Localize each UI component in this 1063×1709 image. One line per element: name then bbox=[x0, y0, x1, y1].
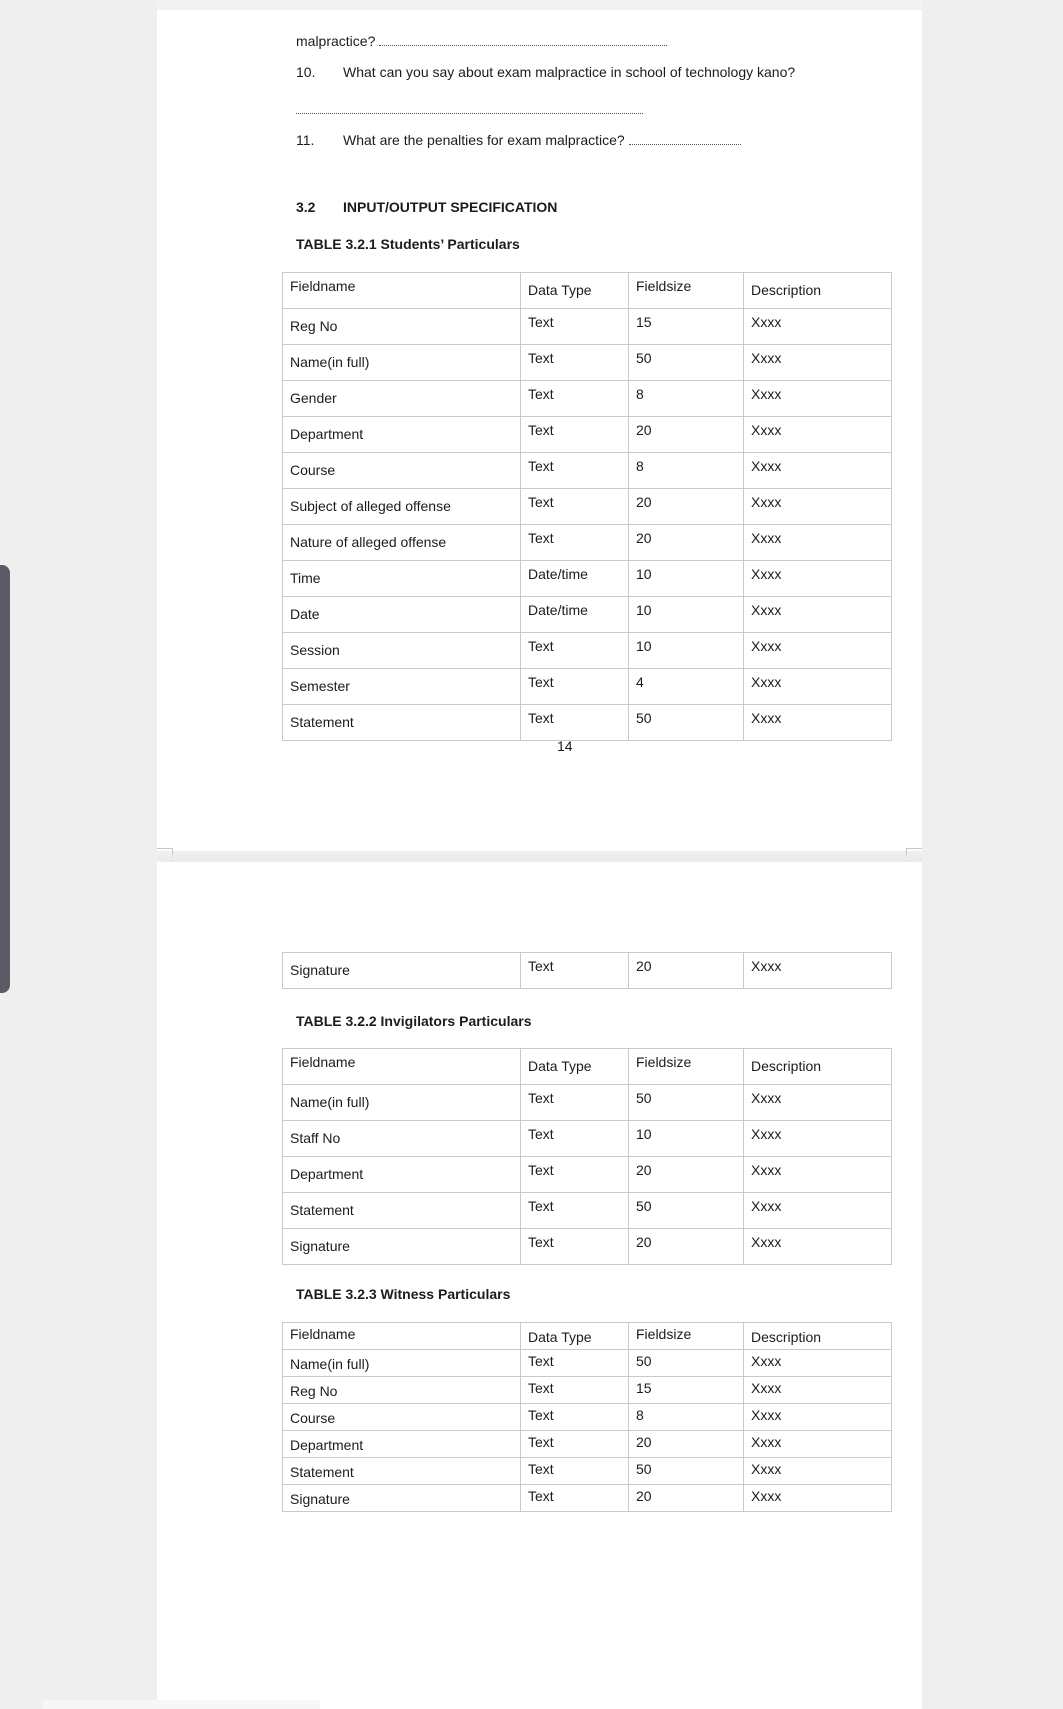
table-row bbox=[283, 1431, 892, 1458]
table-3-2-1-caption: TABLE 3.2.1 Students’ Particulars bbox=[296, 236, 520, 252]
data-type-cell: Text bbox=[521, 1458, 629, 1485]
fieldsize-cell: 50 bbox=[629, 1350, 744, 1377]
description-cell: Xxxx bbox=[744, 1157, 892, 1193]
table-row bbox=[283, 1377, 892, 1404]
fieldname-cell: Department bbox=[283, 1157, 521, 1193]
description-cell: Xxxx bbox=[744, 633, 892, 669]
table-3-2-2-caption: TABLE 3.2.2 Invigilators Particulars bbox=[296, 1013, 532, 1029]
description-cell: Xxxx bbox=[744, 1404, 892, 1431]
description-cell: Xxxx bbox=[744, 1229, 892, 1265]
table-row bbox=[283, 953, 892, 989]
column-header: Fieldname bbox=[283, 1323, 521, 1350]
fieldname-cell: Nature of alleged offense bbox=[283, 525, 521, 561]
witness-particulars-table bbox=[282, 1322, 892, 1512]
fieldsize-cell: 10 bbox=[629, 561, 744, 597]
fieldsize-cell: 20 bbox=[629, 1157, 744, 1193]
data-type-cell: Text bbox=[521, 1431, 629, 1458]
data-type-cell: Text bbox=[521, 345, 629, 381]
page-top-edge bbox=[157, 0, 922, 10]
table-row bbox=[283, 1121, 892, 1157]
data-type-cell: Text bbox=[521, 953, 629, 989]
table-row bbox=[283, 633, 892, 669]
data-type-cell: Text bbox=[521, 381, 629, 417]
data-type-cell: Text bbox=[521, 633, 629, 669]
table-row bbox=[283, 669, 892, 705]
fieldsize-cell: 20 bbox=[629, 953, 744, 989]
data-type-cell: Text bbox=[521, 489, 629, 525]
answer-blank bbox=[379, 36, 667, 46]
side-scroll-handle[interactable] bbox=[0, 565, 10, 993]
fieldsize-cell: 50 bbox=[629, 1458, 744, 1485]
table-row bbox=[283, 597, 892, 633]
fieldsize-cell: 20 bbox=[629, 1431, 744, 1458]
section-title: INPUT/OUTPUT SPECIFICATION bbox=[343, 199, 558, 215]
description-cell: Xxxx bbox=[744, 597, 892, 633]
fieldname-cell: Name(in full) bbox=[283, 1085, 521, 1121]
table-header-row bbox=[283, 1049, 892, 1085]
invigilators-particulars-table bbox=[282, 1048, 892, 1265]
fieldname-cell: Semester bbox=[283, 669, 521, 705]
description-cell: Xxxx bbox=[744, 489, 892, 525]
question-10-text: What can you say about exam malpractice in school of technology kano? bbox=[343, 64, 796, 80]
students-particulars-table-continued bbox=[282, 952, 892, 989]
data-type-cell: Text bbox=[521, 669, 629, 705]
description-cell: Xxxx bbox=[744, 453, 892, 489]
fieldsize-cell: 50 bbox=[629, 1193, 744, 1229]
table-row bbox=[283, 705, 892, 741]
fieldname-cell: Course bbox=[283, 453, 521, 489]
description-cell: Xxxx bbox=[744, 1431, 892, 1458]
description-cell: Xxxx bbox=[744, 1193, 892, 1229]
description-cell: Xxxx bbox=[744, 561, 892, 597]
column-header: Description bbox=[744, 1049, 892, 1085]
fieldsize-cell: 15 bbox=[629, 309, 744, 345]
question-10-answer-line bbox=[296, 100, 643, 118]
fieldname-cell: Signature bbox=[283, 953, 521, 989]
description-cell: Xxxx bbox=[744, 1350, 892, 1377]
data-type-cell: Text bbox=[521, 525, 629, 561]
description-cell: Xxxx bbox=[744, 1377, 892, 1404]
column-header: Description bbox=[744, 1323, 892, 1350]
fieldname-cell: Department bbox=[283, 1431, 521, 1458]
data-type-cell: Text bbox=[521, 1085, 629, 1121]
fieldsize-cell: 10 bbox=[629, 1121, 744, 1157]
data-type-cell: Text bbox=[521, 1193, 629, 1229]
document-page-14 bbox=[157, 0, 922, 851]
table-row bbox=[283, 1350, 892, 1377]
table-row bbox=[283, 525, 892, 561]
fieldname-cell: Subject of alleged offense bbox=[283, 489, 521, 525]
fieldname-cell: Course bbox=[283, 1404, 521, 1431]
data-type-cell: Text bbox=[521, 1377, 629, 1404]
fieldname-cell: Staff No bbox=[283, 1121, 521, 1157]
fieldsize-cell: 50 bbox=[629, 345, 744, 381]
bottom-toolbar-edge bbox=[42, 1700, 320, 1709]
column-header: Data Type bbox=[521, 273, 629, 309]
fieldsize-cell: 4 bbox=[629, 669, 744, 705]
table-row bbox=[283, 1085, 892, 1121]
document-page-15 bbox=[157, 862, 922, 1709]
table-row bbox=[283, 489, 892, 525]
data-type-cell: Text bbox=[521, 417, 629, 453]
question-9-continuation bbox=[296, 32, 667, 50]
question-11-row bbox=[343, 131, 741, 149]
fieldname-cell: Date bbox=[283, 597, 521, 633]
data-type-cell: Text bbox=[521, 1121, 629, 1157]
table-row bbox=[283, 1458, 892, 1485]
column-header: Fieldname bbox=[283, 273, 521, 309]
description-cell: Xxxx bbox=[744, 669, 892, 705]
table-row bbox=[283, 345, 892, 381]
table-3-2-3-caption: TABLE 3.2.3 Witness Particulars bbox=[296, 1286, 511, 1302]
students-particulars-table bbox=[282, 272, 892, 741]
column-header: Description bbox=[744, 273, 892, 309]
table-row bbox=[283, 309, 892, 345]
column-header: Data Type bbox=[521, 1323, 629, 1350]
fieldname-cell: Reg No bbox=[283, 1377, 521, 1404]
table-row bbox=[283, 1193, 892, 1229]
fieldsize-cell: 50 bbox=[629, 1085, 744, 1121]
fieldsize-cell: 15 bbox=[629, 1377, 744, 1404]
question-11-text: What are the penalties for exam malpractice? bbox=[343, 132, 625, 148]
fieldsize-cell: 20 bbox=[629, 417, 744, 453]
table-row bbox=[283, 381, 892, 417]
fieldname-cell: Name(in full) bbox=[283, 345, 521, 381]
description-cell: Xxxx bbox=[744, 953, 892, 989]
question-11-number: 11. bbox=[296, 132, 315, 148]
table-header-row bbox=[283, 273, 892, 309]
column-header: Fieldsize bbox=[629, 273, 744, 309]
data-type-cell: Text bbox=[521, 1404, 629, 1431]
data-type-cell: Text bbox=[521, 705, 629, 741]
description-cell: Xxxx bbox=[744, 525, 892, 561]
fieldsize-cell: 8 bbox=[629, 453, 744, 489]
table-row bbox=[283, 1404, 892, 1431]
description-cell: Xxxx bbox=[744, 1121, 892, 1157]
fieldname-cell: Name(in full) bbox=[283, 1350, 521, 1377]
fieldsize-cell: 20 bbox=[629, 1229, 744, 1265]
answer-blank bbox=[629, 135, 741, 145]
fieldsize-cell: 8 bbox=[629, 381, 744, 417]
column-header: Fieldsize bbox=[629, 1049, 744, 1085]
fieldsize-cell: 10 bbox=[629, 633, 744, 669]
column-header: Fieldname bbox=[283, 1049, 521, 1085]
fieldname-cell: Signature bbox=[283, 1485, 521, 1512]
description-cell: Xxxx bbox=[744, 1485, 892, 1512]
column-header: Fieldsize bbox=[629, 1323, 744, 1350]
fieldname-cell: Reg No bbox=[283, 309, 521, 345]
data-type-cell: Text bbox=[521, 453, 629, 489]
table-header-row bbox=[283, 1323, 892, 1350]
data-type-cell: Text bbox=[521, 1350, 629, 1377]
fieldname-cell: Time bbox=[283, 561, 521, 597]
fieldname-cell: Signature bbox=[283, 1229, 521, 1265]
table-row bbox=[283, 417, 892, 453]
section-number: 3.2 bbox=[296, 199, 316, 215]
fieldname-cell: Statement bbox=[283, 1193, 521, 1229]
data-type-cell: Date/time bbox=[521, 561, 629, 597]
data-type-cell: Text bbox=[521, 309, 629, 345]
question-10-number: 10. bbox=[296, 64, 316, 80]
description-cell: Xxxx bbox=[744, 309, 892, 345]
data-type-cell: Text bbox=[521, 1229, 629, 1265]
fieldname-cell: Statement bbox=[283, 1458, 521, 1485]
question-9-tail: malpractice? bbox=[296, 33, 376, 49]
fieldsize-cell: 20 bbox=[629, 1485, 744, 1512]
fieldsize-cell: 20 bbox=[629, 525, 744, 561]
fieldsize-cell: 50 bbox=[629, 705, 744, 741]
table-row bbox=[283, 1229, 892, 1265]
description-cell: Xxxx bbox=[744, 381, 892, 417]
page-number: 14 bbox=[557, 738, 573, 754]
table-row bbox=[283, 1157, 892, 1193]
description-cell: Xxxx bbox=[744, 705, 892, 741]
page-break bbox=[157, 855, 922, 861]
fieldsize-cell: 8 bbox=[629, 1404, 744, 1431]
table-row bbox=[283, 561, 892, 597]
description-cell: Xxxx bbox=[744, 1458, 892, 1485]
fieldname-cell: Department bbox=[283, 417, 521, 453]
fieldname-cell: Session bbox=[283, 633, 521, 669]
description-cell: Xxxx bbox=[744, 345, 892, 381]
fieldname-cell: Statement bbox=[283, 705, 521, 741]
table-row bbox=[283, 453, 892, 489]
fieldsize-cell: 10 bbox=[629, 597, 744, 633]
description-cell: Xxxx bbox=[744, 417, 892, 453]
data-type-cell: Text bbox=[521, 1157, 629, 1193]
data-type-cell: Text bbox=[521, 1485, 629, 1512]
column-header: Data Type bbox=[521, 1049, 629, 1085]
fieldsize-cell: 20 bbox=[629, 489, 744, 525]
table-row bbox=[283, 1485, 892, 1512]
data-type-cell: Date/time bbox=[521, 597, 629, 633]
description-cell: Xxxx bbox=[744, 1085, 892, 1121]
fieldname-cell: Gender bbox=[283, 381, 521, 417]
